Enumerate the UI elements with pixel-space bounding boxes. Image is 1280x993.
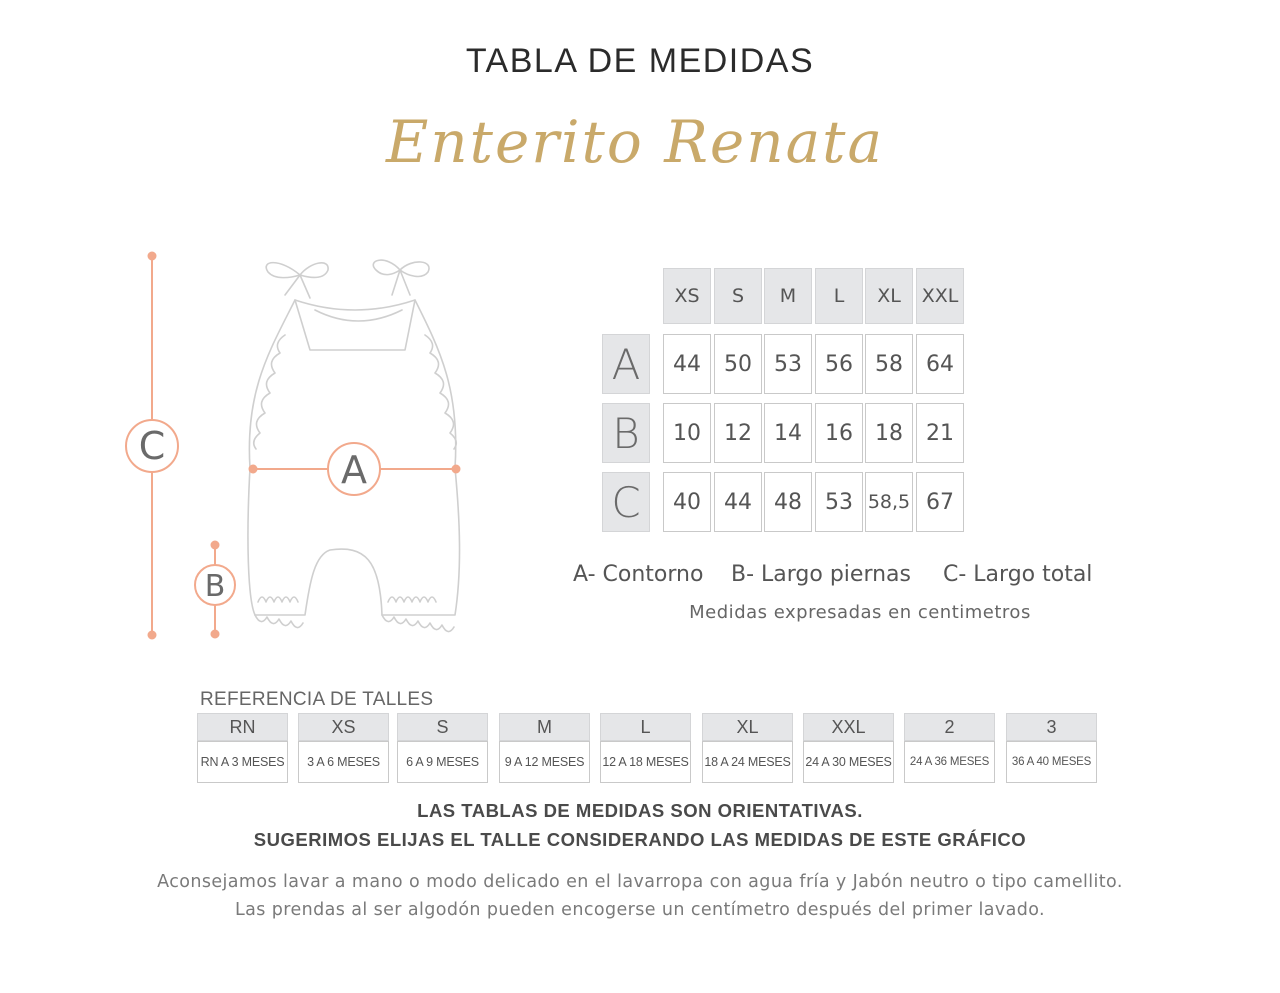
- measure-b-label: B: [204, 569, 226, 604]
- ref-age: 18 A 24 MESES: [702, 741, 793, 783]
- row-label-c: C: [602, 472, 650, 532]
- table-cell: 64: [916, 334, 964, 394]
- legend-c: C- Largo total: [943, 562, 1093, 587]
- ref-size: RN: [197, 713, 288, 741]
- ref-age: 3 A 6 MESES: [298, 741, 389, 783]
- ref-size: XL: [702, 713, 793, 741]
- ref-size: S: [397, 713, 488, 741]
- table-cell: 21: [916, 403, 964, 463]
- size-header-l: L: [815, 268, 863, 324]
- ref-age: 24 A 36 MESES: [904, 741, 995, 783]
- care-line-2: Las prendas al ser algodón pueden encogerse un centímetro después del primer lavado.: [234, 900, 1046, 920]
- table-cell: 53: [815, 472, 863, 532]
- ref-age: 24 A 30 MESES: [803, 741, 894, 783]
- table-cell: 12: [714, 403, 762, 463]
- ref-age: RN A 3 MESES: [197, 741, 288, 783]
- table-cell: 56: [815, 334, 863, 394]
- legend-a: A- Contorno: [573, 562, 704, 587]
- table-cell: 58: [865, 334, 913, 394]
- reference-title: REFERENCIA DE TALLES: [200, 689, 434, 710]
- size-header-m: M: [764, 268, 812, 324]
- ref-age: 12 A 18 MESES: [600, 741, 691, 783]
- ref-size: 2: [904, 713, 995, 741]
- size-header-xxl: XXL: [916, 268, 964, 324]
- size-header-xl: XL: [865, 268, 913, 324]
- notice-line-2: SUGERIMOS ELIJAS EL TALLE CONSIDERANDO LAS MEDIDAS DE ESTE GRÁFICO: [253, 829, 1027, 850]
- table-cell: 40: [663, 472, 711, 532]
- table-cell: 67: [916, 472, 964, 532]
- product-name: Enterito Renata: [385, 108, 885, 176]
- ref-age: 9 A 12 MESES: [499, 741, 590, 783]
- measure-c-label: C: [138, 424, 166, 468]
- table-cell: 10: [663, 403, 711, 463]
- ref-size: M: [499, 713, 590, 741]
- row-label-a: A: [602, 334, 650, 394]
- table-cell: 14: [764, 403, 812, 463]
- table-cell: 53: [764, 334, 812, 394]
- table-cell: 48: [764, 472, 812, 532]
- ref-age: 6 A 9 MESES: [397, 741, 488, 783]
- table-cell: 58,5: [865, 472, 913, 532]
- table-cell: 44: [714, 472, 762, 532]
- size-header-s: S: [714, 268, 762, 324]
- table-cell: 44: [663, 334, 711, 394]
- ref-age: 36 A 40 MESES: [1006, 741, 1097, 783]
- care-line-1: Aconsejamos lavar a mano o modo delicado en el lavarropa con agua fría y Jabón neutro o tipo camellito.: [157, 872, 1123, 892]
- measure-a-label: A: [341, 448, 367, 492]
- table-cell: 18: [865, 403, 913, 463]
- ref-size: XXL: [803, 713, 894, 741]
- units-note: Medidas expresadas en centimetros: [689, 602, 1031, 623]
- table-cell: 50: [714, 334, 762, 394]
- legend-b: B- Largo piernas: [731, 562, 911, 587]
- notice-line-1: LAS TABLAS DE MEDIDAS SON ORIENTATIVAS.: [417, 800, 863, 821]
- ref-size: XS: [298, 713, 389, 741]
- ref-size: L: [600, 713, 691, 741]
- size-header-xs: XS: [663, 268, 711, 324]
- garment-diagram: [110, 240, 510, 650]
- page-title: TABLA DE MEDIDAS: [465, 42, 815, 80]
- table-cell: 16: [815, 403, 863, 463]
- row-label-b: B: [602, 403, 650, 463]
- ref-size: 3: [1006, 713, 1097, 741]
